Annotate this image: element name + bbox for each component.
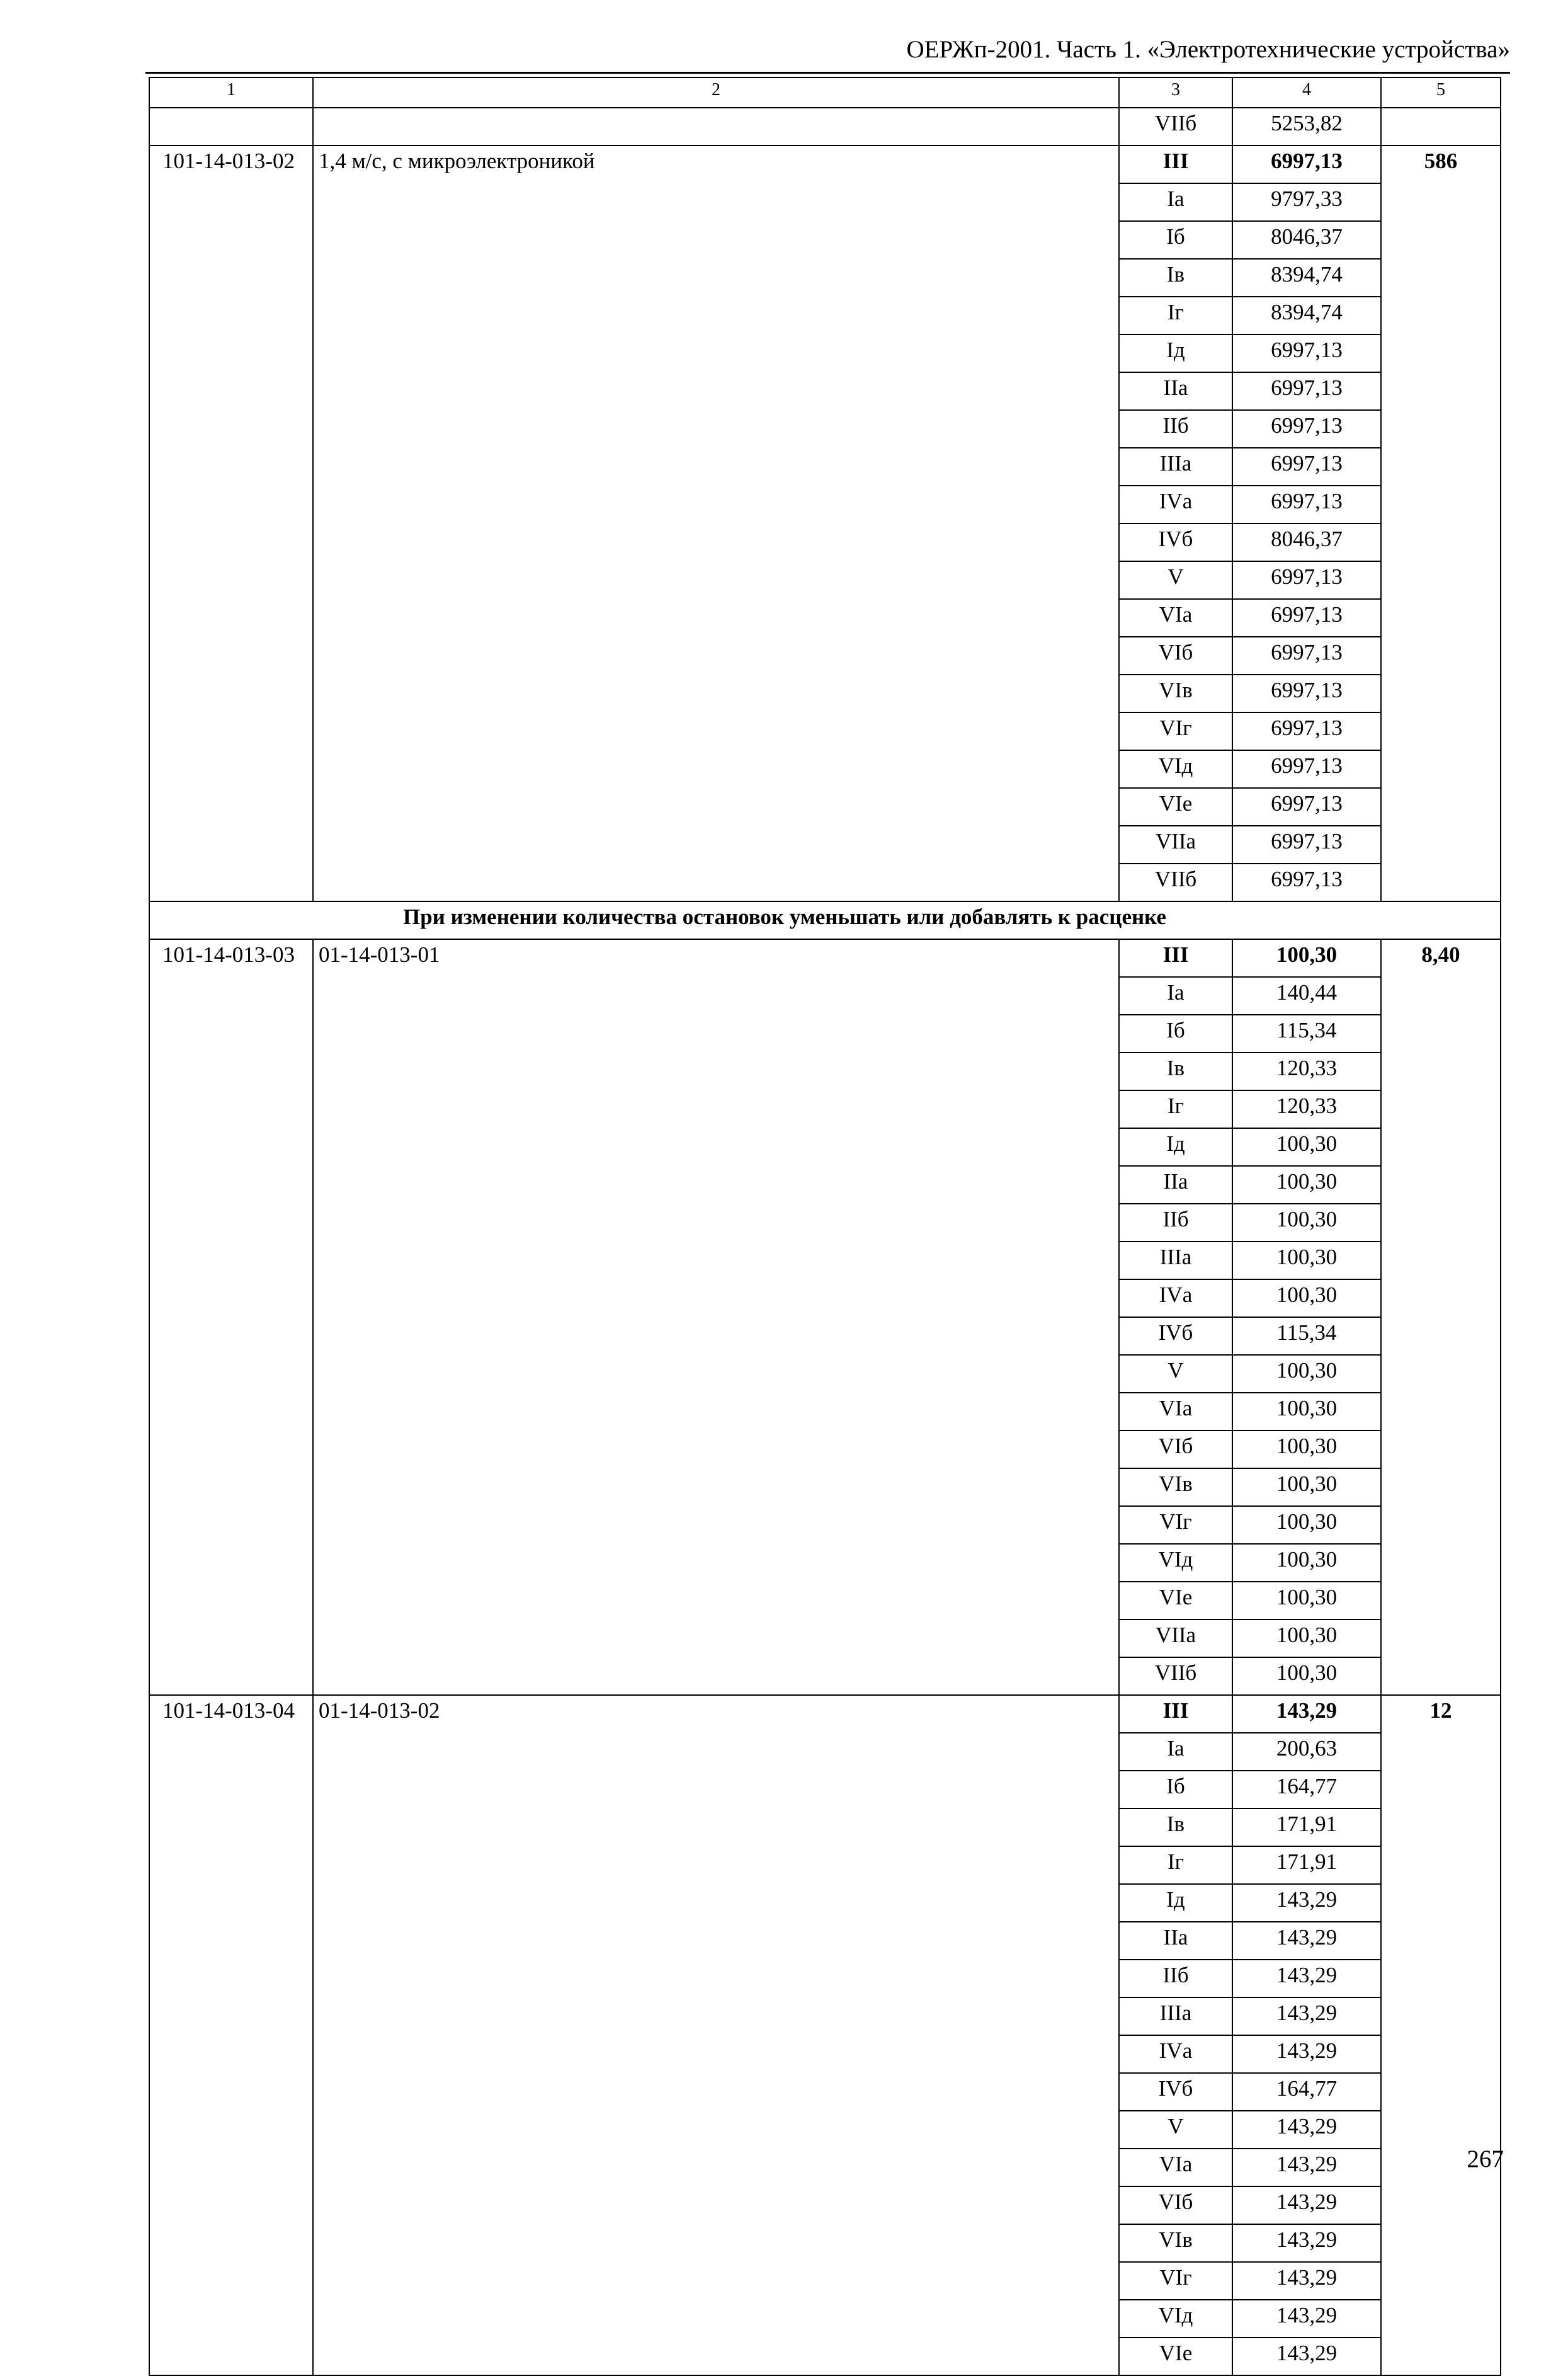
price-cell: 6997,13 [1232, 599, 1381, 637]
price-cell: 100,30 [1232, 1166, 1381, 1204]
column-number: 4 [1232, 77, 1381, 108]
zone-cell: Iд [1119, 334, 1232, 372]
zone-cell: VIIа [1119, 826, 1232, 864]
table-row [149, 1695, 1501, 1733]
column-number: 1 [149, 77, 313, 108]
zone-cell: VIв [1119, 2224, 1232, 2262]
name-cell [313, 108, 1119, 146]
price-cell: 120,33 [1232, 1090, 1381, 1128]
zone-cell: Iд [1119, 1128, 1232, 1166]
zone-cell: Iа [1119, 977, 1232, 1015]
zone-cell: IVа [1119, 486, 1232, 523]
price-cell: 164,77 [1232, 1771, 1381, 1808]
zone-cell: IVа [1119, 1279, 1232, 1317]
zone-cell: VIа [1119, 2149, 1232, 2186]
price-cell: 6997,13 [1232, 372, 1381, 410]
code-cell: 101-14-013-04 [149, 1695, 313, 2375]
price-cell: 200,63 [1232, 1733, 1381, 1771]
page-number: 267 [1467, 2145, 1504, 2173]
name-cell: 01-14-013-02 [313, 1695, 1119, 2375]
zone-cell: IIб [1119, 1204, 1232, 1242]
zone-cell: Iг [1119, 1090, 1232, 1128]
price-cell: 100,30 [1232, 1506, 1381, 1544]
zone-cell: VIг [1119, 712, 1232, 750]
price-cell: 6997,13 [1232, 146, 1381, 183]
price-cell: 6997,13 [1232, 334, 1381, 372]
zone-cell: V [1119, 1355, 1232, 1393]
zone-cell: VIв [1119, 1468, 1232, 1506]
zone-cell: VIIб [1119, 864, 1232, 901]
price-cell: 100,30 [1232, 1128, 1381, 1166]
zone-cell: V [1119, 561, 1232, 599]
price-cell: 143,29 [1232, 2224, 1381, 2262]
zone-cell: IVб [1119, 523, 1232, 561]
zone-cell: VIIа [1119, 1619, 1232, 1657]
zone-cell: IIIа [1119, 1997, 1232, 2035]
price-cell: 143,29 [1232, 1695, 1381, 1733]
section-heading-cell [149, 901, 1501, 939]
zone-cell: III [1119, 146, 1232, 183]
code-cell [149, 108, 313, 146]
table-row [149, 939, 1501, 977]
rates-table-body [149, 77, 1501, 2375]
price-cell: 100,30 [1232, 1279, 1381, 1317]
zone-cell: IIб [1119, 1960, 1232, 1997]
price-cell: 143,29 [1232, 2035, 1381, 2073]
price-cell: 143,29 [1232, 2338, 1381, 2375]
zone-cell: Iв [1119, 1808, 1232, 1846]
zone-cell: IIIа [1119, 448, 1232, 486]
price-cell: 100,30 [1232, 1204, 1381, 1242]
name-cell: 01-14-013-01 [313, 939, 1119, 1695]
zone-cell: IVа [1119, 2035, 1232, 2073]
zone-cell: VIд [1119, 1544, 1232, 1582]
zone-cell: VIе [1119, 1582, 1232, 1619]
price-cell: 6997,13 [1232, 486, 1381, 523]
zone-cell: VIд [1119, 750, 1232, 788]
code-cell: 101-14-013-02 [149, 146, 313, 901]
column-number: 5 [1381, 77, 1501, 108]
price-cell: 100,30 [1232, 1619, 1381, 1657]
price-cell: 100,30 [1232, 1242, 1381, 1279]
price-cell: 143,29 [1232, 1884, 1381, 1922]
price-cell: 5253,82 [1232, 108, 1381, 146]
zone-cell: VIг [1119, 2262, 1232, 2300]
table-row [149, 146, 1501, 183]
col5-cell: 8,40 [1381, 939, 1501, 1695]
zone-cell: V [1119, 2111, 1232, 2149]
price-cell: 171,91 [1232, 1846, 1381, 1884]
price-cell: 143,29 [1232, 2111, 1381, 2149]
price-cell: 6997,13 [1232, 750, 1381, 788]
section-heading-row [149, 901, 1501, 939]
price-cell: 100,30 [1232, 1393, 1381, 1431]
zone-cell: IIб [1119, 410, 1232, 448]
price-cell: 143,29 [1232, 1997, 1381, 2035]
col5-cell: 12 [1381, 1695, 1501, 2375]
price-cell: 100,30 [1232, 1657, 1381, 1695]
zone-cell: Iб [1119, 1771, 1232, 1808]
price-cell: 115,34 [1232, 1015, 1381, 1053]
zone-cell: IVб [1119, 1317, 1232, 1355]
price-cell: 9797,33 [1232, 183, 1381, 221]
price-cell: 100,30 [1232, 1582, 1381, 1619]
zone-cell: IIа [1119, 372, 1232, 410]
price-cell: 100,30 [1232, 1355, 1381, 1393]
price-cell: 6997,13 [1232, 561, 1381, 599]
price-cell: 6997,13 [1232, 826, 1381, 864]
zone-cell: Iа [1119, 183, 1232, 221]
col5-cell: 586 [1381, 146, 1501, 901]
price-cell: 143,29 [1232, 1922, 1381, 1960]
price-cell: 100,30 [1232, 1544, 1381, 1582]
zone-cell: IIIа [1119, 1242, 1232, 1279]
zone-cell: VIб [1119, 637, 1232, 675]
zone-cell: Iг [1119, 297, 1232, 334]
zone-cell: Iг [1119, 1846, 1232, 1884]
zone-cell: IIа [1119, 1166, 1232, 1204]
price-cell: 143,29 [1232, 2262, 1381, 2300]
price-cell: 8394,74 [1232, 297, 1381, 334]
price-cell: 171,91 [1232, 1808, 1381, 1846]
zone-cell: IIа [1119, 1922, 1232, 1960]
continuation-row [149, 108, 1501, 146]
price-cell: 143,29 [1232, 2186, 1381, 2224]
section-heading: При изменении количества остановок уменьшать или добавлять к расценке [403, 905, 1166, 929]
zone-cell: Iб [1119, 221, 1232, 259]
price-cell: 6997,13 [1232, 448, 1381, 486]
rates-table [149, 77, 1501, 2376]
price-cell: 120,33 [1232, 1053, 1381, 1090]
zone-cell: VIIб [1119, 108, 1232, 146]
zone-cell: VIIб [1119, 1657, 1232, 1695]
price-cell: 6997,13 [1232, 675, 1381, 712]
price-cell: 100,30 [1232, 1431, 1381, 1468]
col5-cell [1381, 108, 1501, 146]
column-number: 2 [313, 77, 1119, 108]
zone-cell: VIг [1119, 1506, 1232, 1544]
zone-cell: III [1119, 939, 1232, 977]
zone-cell: Iв [1119, 259, 1232, 297]
price-cell: 143,29 [1232, 2149, 1381, 2186]
zone-cell: Iв [1119, 1053, 1232, 1090]
column-number-row [149, 77, 1501, 108]
price-cell: 143,29 [1232, 1960, 1381, 1997]
name-cell: 1,4 м/с, с микроэлектроникой [313, 146, 1119, 901]
zone-cell: VIд [1119, 2300, 1232, 2338]
price-cell: 6997,13 [1232, 788, 1381, 826]
price-cell: 140,44 [1232, 977, 1381, 1015]
zone-cell: Iд [1119, 1884, 1232, 1922]
price-cell: 8046,37 [1232, 523, 1381, 561]
price-cell: 100,30 [1232, 939, 1381, 977]
zone-cell: VIб [1119, 2186, 1232, 2224]
price-cell: 6997,13 [1232, 410, 1381, 448]
price-cell: 6997,13 [1232, 864, 1381, 901]
price-cell: 6997,13 [1232, 637, 1381, 675]
column-number: 3 [1119, 77, 1232, 108]
header-rule [145, 72, 1510, 74]
zone-cell: VIа [1119, 599, 1232, 637]
price-cell: 8046,37 [1232, 221, 1381, 259]
zone-cell: Iа [1119, 1733, 1232, 1771]
price-cell: 6997,13 [1232, 712, 1381, 750]
zone-cell: IVб [1119, 2073, 1232, 2111]
zone-cell: VIа [1119, 1393, 1232, 1431]
code-cell: 101-14-013-03 [149, 939, 313, 1695]
zone-cell: VIб [1119, 1431, 1232, 1468]
zone-cell: Iб [1119, 1015, 1232, 1053]
zone-cell: VIе [1119, 2338, 1232, 2375]
price-cell: 164,77 [1232, 2073, 1381, 2111]
document-header-title: ОЕРЖп-2001. Часть 1. «Электротехнические устройства» [906, 36, 1510, 63]
price-cell: 100,30 [1232, 1468, 1381, 1506]
zone-cell: III [1119, 1695, 1232, 1733]
zone-cell: VIе [1119, 788, 1232, 826]
zone-cell: VIв [1119, 675, 1232, 712]
price-cell: 8394,74 [1232, 259, 1381, 297]
price-cell: 143,29 [1232, 2300, 1381, 2338]
price-cell: 115,34 [1232, 1317, 1381, 1355]
